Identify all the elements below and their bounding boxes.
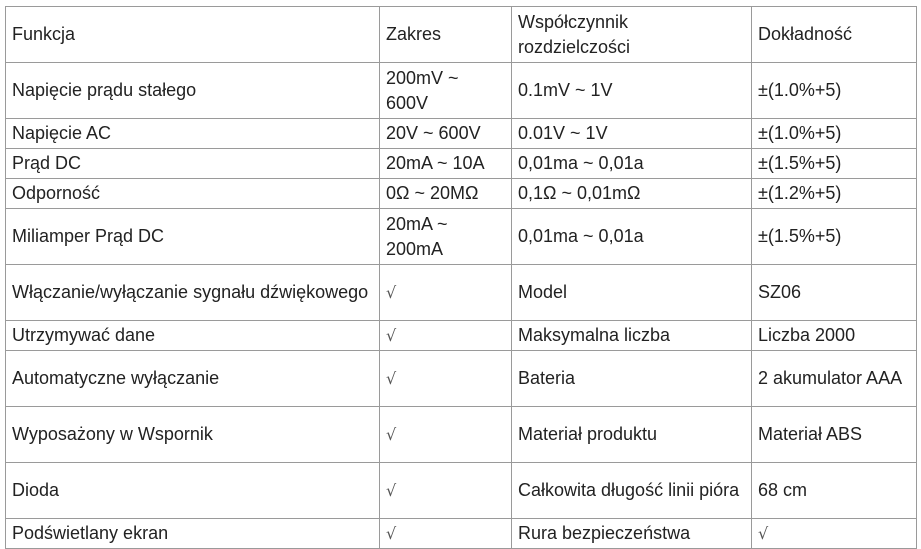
table-cell: SZ06 bbox=[752, 265, 917, 321]
table-cell: ±(1.0%+5) bbox=[752, 119, 917, 149]
table-cell: Bateria bbox=[512, 351, 752, 407]
table-cell: 2 akumulator AAA bbox=[752, 351, 917, 407]
table-cell: Miliamper Prąd DC bbox=[6, 209, 380, 265]
check-mark-icon: √ bbox=[380, 463, 512, 519]
table-cell: ±(1.5%+5) bbox=[752, 149, 917, 179]
table-cell: Włączanie/wyłączanie sygnału dźwiękowego bbox=[6, 265, 380, 321]
table-row bbox=[6, 519, 917, 549]
table-header-row bbox=[6, 7, 917, 63]
check-mark-icon: √ bbox=[380, 407, 512, 463]
table-cell: Napięcie AC bbox=[6, 119, 380, 149]
check-mark-icon: √ bbox=[380, 519, 512, 549]
check-mark-icon: √ bbox=[752, 519, 917, 549]
table-cell: Napięcie prądu stałego bbox=[6, 63, 380, 119]
table-cell: 68 cm bbox=[752, 463, 917, 519]
table-cell: ±(1.0%+5) bbox=[752, 63, 917, 119]
header-cell-range: Zakres bbox=[380, 7, 512, 63]
table-cell: Utrzymywać dane bbox=[6, 321, 380, 351]
table-cell: Podświetlany ekran bbox=[6, 519, 380, 549]
header-cell-accuracy: Dokładność bbox=[752, 7, 917, 63]
table-cell: 0Ω ~ 20MΩ bbox=[380, 179, 512, 209]
table-cell: 20V ~ 600V bbox=[380, 119, 512, 149]
table-cell: 0,1Ω ~ 0,01mΩ bbox=[512, 179, 752, 209]
table-cell: Prąd DC bbox=[6, 149, 380, 179]
table-cell: Wyposażony w Wspornik bbox=[6, 407, 380, 463]
header-cell-resolution: Współczynnik rozdzielczości bbox=[512, 7, 752, 63]
table-row bbox=[6, 63, 917, 119]
check-mark-icon: √ bbox=[380, 265, 512, 321]
table-cell: Model bbox=[512, 265, 752, 321]
table-cell: 0,01ma ~ 0,01a bbox=[512, 149, 752, 179]
table-cell: Odporność bbox=[6, 179, 380, 209]
table-row bbox=[6, 209, 917, 265]
table-cell: Maksymalna liczba bbox=[512, 321, 752, 351]
table-cell: 20mA ~ 200mA bbox=[380, 209, 512, 265]
table-cell: ±(1.5%+5) bbox=[752, 209, 917, 265]
table-cell: 200mV ~ 600V bbox=[380, 63, 512, 119]
table-cell: Materiał produktu bbox=[512, 407, 752, 463]
table-cell: 20mA ~ 10A bbox=[380, 149, 512, 179]
table-cell: 0,01ma ~ 0,01a bbox=[512, 209, 752, 265]
table-row bbox=[6, 321, 917, 351]
check-mark-icon: √ bbox=[380, 351, 512, 407]
check-mark-icon: √ bbox=[380, 321, 512, 351]
specification-table bbox=[5, 6, 917, 549]
table-cell: Całkowita długość linii pióra bbox=[512, 463, 752, 519]
table-cell: Rura bezpieczeństwa bbox=[512, 519, 752, 549]
table-cell: Dioda bbox=[6, 463, 380, 519]
table-row bbox=[6, 119, 917, 149]
table-row bbox=[6, 149, 917, 179]
header-cell-function: Funkcja bbox=[6, 7, 380, 63]
table-cell: Materiał ABS bbox=[752, 407, 917, 463]
table-row bbox=[6, 463, 917, 519]
table-cell: 0.1mV ~ 1V bbox=[512, 63, 752, 119]
table-row bbox=[6, 179, 917, 209]
table-cell: ±(1.2%+5) bbox=[752, 179, 917, 209]
table-cell: Liczba 2000 bbox=[752, 321, 917, 351]
table-cell: 0.01V ~ 1V bbox=[512, 119, 752, 149]
table-row bbox=[6, 265, 917, 321]
table-row bbox=[6, 351, 917, 407]
table-row bbox=[6, 407, 917, 463]
table-cell: Automatyczne wyłączanie bbox=[6, 351, 380, 407]
